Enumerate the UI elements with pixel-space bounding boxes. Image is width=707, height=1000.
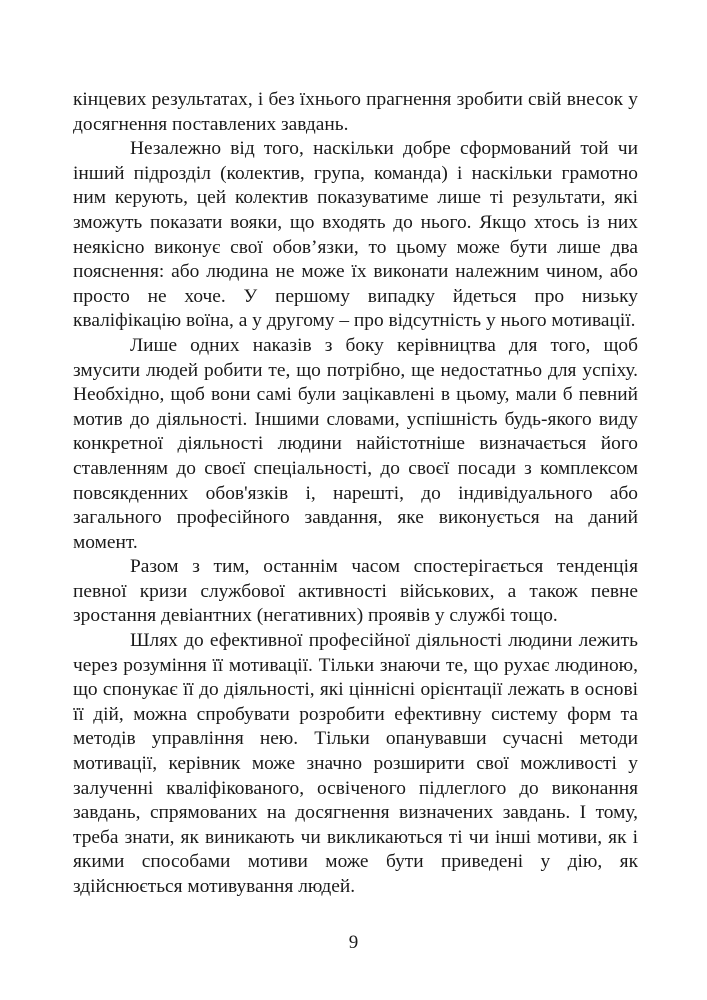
paragraph-motivation-path: Шлях до ефективної професійної діяльності людини лежить через розуміння її мотивації. Тільки знаючи те, що рухає людиною, що спонукає її до діяльності, які ціннісні орієнтації лежать в основі її дій, можна спробувати розробити ефективну систему форм та методів управління нею. Тільки опанувавши сучасні методи мотивації, керівник може значно розширити свої можливості у залученні кваліфікованого, освіченого підлеглого до виконання завдань, спрямованих на досягнення визначених завдань. І тому, треба знати, як виникають чи викликаються ті чи інші мотиви, як і якими способами мотиви може бути приведені у дію, як здійснюється мотивування людей.: [73, 630, 638, 897]
paragraph-unit-performance: Незалежно від того, наскільки добре сформований той чи інший підрозділ (колектив, група, команда) і наскільки грамотно ним керують, цей колектив показуватиме лише ті результати, які зможуть показати вояки, що входять до нього. Якщо хтось із них неякісно виконує свої обов’язки, то цьому може бути лише два пояснення: або людина не може їх виконати належним чином, або просто не хоче. У першому випадку йдеться про низьку кваліфікацію воїна, а у другому – про відсутність у нього мотивації.: [73, 138, 638, 332]
body-text: [73, 88, 638, 900]
page-number: 9: [348, 932, 359, 953]
paragraph-service-crisis: Разом з тим, останнім часом спостерігається тенденція певної кризи службової активності військових, а також певне зростання девіантних (негативних) проявів у службі тощо.: [73, 556, 638, 627]
paragraph-continuation: кінцевих результатах, і без їхнього прагнення зробити свій внесок у досягнення поставлених завдань.: [73, 89, 638, 135]
paragraph-orders-insufficient: Лише одних наказів з боку керівництва для того, щоб змусити людей робити те, що потрібно, ще недостатньо для успіху. Необхідно, щоб вони самі були зацікавлені в цьому, мали б певний мотив до діяльності. Іншими словами, успішність будь-якого виду конкретної діяльності людини найістотніше визначається його ставленням до своєї спеціальності, до своєї посади з комплексом повсякденних обов'язків і, нарешті, до індивідуального або загального професійного завдання, яке виконується на даний момент.: [73, 334, 638, 553]
